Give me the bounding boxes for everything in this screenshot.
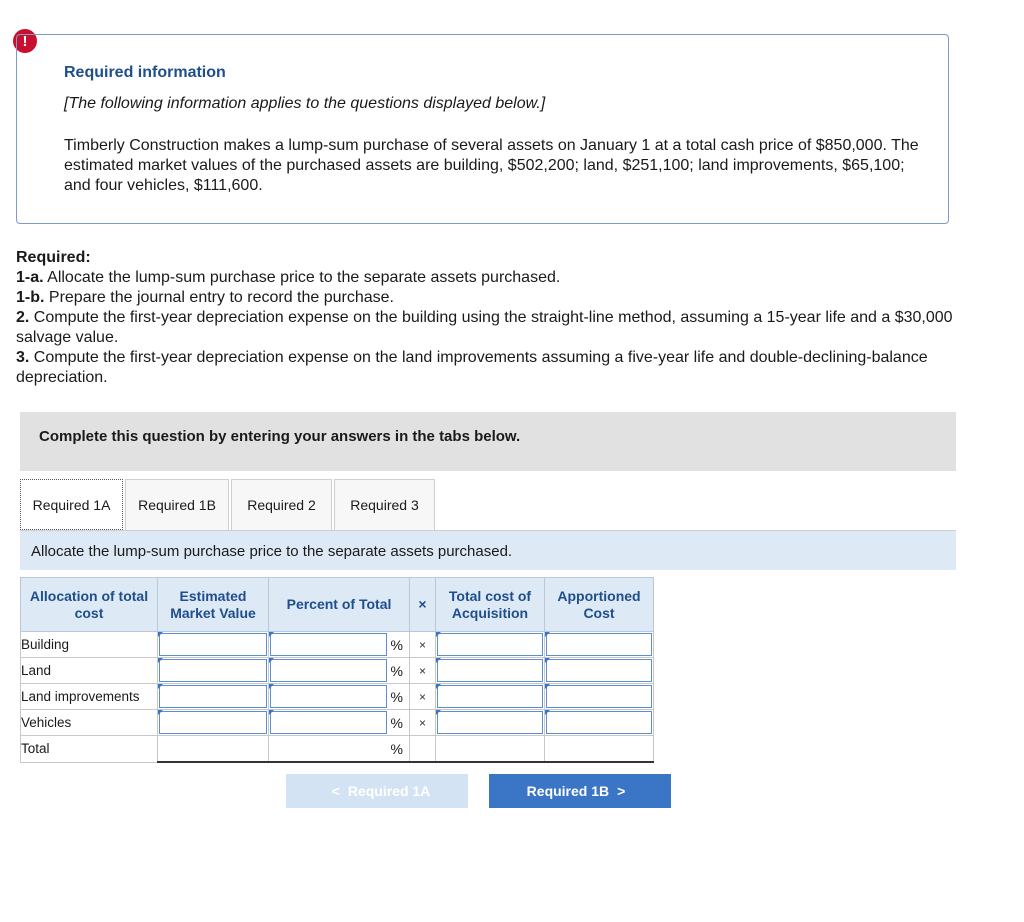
row-label-building: Building [21,632,158,658]
building-percent-input[interactable]: % [269,632,410,658]
table-row [21,684,654,710]
total-percent: % [269,736,410,763]
table-row [21,658,654,684]
tab-required-3[interactable]: Required 3 [334,479,435,530]
required-item-1a: 1-a. Allocate the lump-sum purchase price to the separate assets purchased. [16,269,561,286]
header-allocation: Allocation of total cost [21,578,158,632]
building-total-cost-input[interactable] [436,632,545,658]
row-label-total: Total [21,736,158,763]
header-total-cost: Total cost of Acquisition [436,578,545,632]
land-market-value-input[interactable] [158,658,269,684]
info-subheading: [The following information applies to the questions displayed below.] [64,95,546,112]
table-row [21,710,654,736]
info-heading: Required information [64,64,226,81]
times-icon: × [410,632,436,658]
next-tab-button[interactable] [489,774,671,808]
land-improvements-percent-input[interactable]: % [269,684,410,710]
instructions-banner: Complete this question by entering your answers in the tabs below. [20,412,956,471]
header-percent: Percent of Total [269,578,410,632]
table-row [21,632,654,658]
times-icon: × [410,684,436,710]
required-item-3: 3. Compute the first-year depreciation expense on the land improvements assuming a five-year life and double-declining-balance depreciation. [16,349,928,386]
vehicles-apportioned-input[interactable] [545,710,654,736]
alert-icon: ! [13,29,37,53]
land-improvements-apportioned-input[interactable] [545,684,654,710]
tab-required-1a[interactable]: Required 1A [20,479,123,530]
land-improvements-market-value-input[interactable] [158,684,269,710]
row-label-vehicles: Vehicles [21,710,158,736]
tab-bar [20,479,437,531]
header-market-value: Estimated Market Value [158,578,269,632]
info-body: Timberly Construction makes a lump-sum purchase of several assets on January 1 at a total cash price of $850,000. The estimated market values of the purchased assets are building, $502,200; land, $251,100; land improvements, $65,100; and four vehicles, $111,600. [64,137,919,194]
row-label-land: Land [21,658,158,684]
land-total-cost-input[interactable] [436,658,545,684]
vehicles-total-cost-input[interactable] [436,710,545,736]
previous-tab-button[interactable] [286,774,468,808]
total-times-blank [410,736,436,763]
next-tab-label: Required 1B [526,783,610,799]
times-icon: × [410,658,436,684]
info-box [16,34,949,224]
times-icon: × [410,710,436,736]
tab-required-1b[interactable]: Required 1B [125,479,229,530]
tab-required-2[interactable]: Required 2 [231,479,332,530]
table-header-row [21,578,654,632]
building-market-value-input[interactable] [158,632,269,658]
required-title: Required: [16,249,91,266]
row-label-land-improvements: Land improvements [21,684,158,710]
land-improvements-total-cost-input[interactable] [436,684,545,710]
required-section [16,248,996,388]
chevron-left-icon: < [331,783,340,799]
allocation-table [20,577,654,763]
total-apportioned [545,736,654,763]
total-cost-blank [436,736,545,763]
land-percent-input[interactable]: % [269,658,410,684]
previous-tab-label: Required 1A [347,783,431,799]
vehicles-market-value-input[interactable] [158,710,269,736]
total-market-value [158,736,269,763]
building-apportioned-input[interactable] [545,632,654,658]
required-item-2: 2. Compute the first-year depreciation expense on the building using the straight-line method, assuming a 15-year life and a $30,000 salvage value. [16,309,953,346]
chevron-right-icon: > [617,783,626,799]
question-prompt: Allocate the lump-sum purchase price to the separate assets purchased. [20,531,956,570]
header-times: × [410,578,436,632]
header-apportioned: Apportioned Cost [545,578,654,632]
table-row-total [21,736,654,763]
vehicles-percent-input[interactable]: % [269,710,410,736]
land-apportioned-input[interactable] [545,658,654,684]
required-item-1b: 1-b. Prepare the journal entry to record the purchase. [16,289,394,306]
